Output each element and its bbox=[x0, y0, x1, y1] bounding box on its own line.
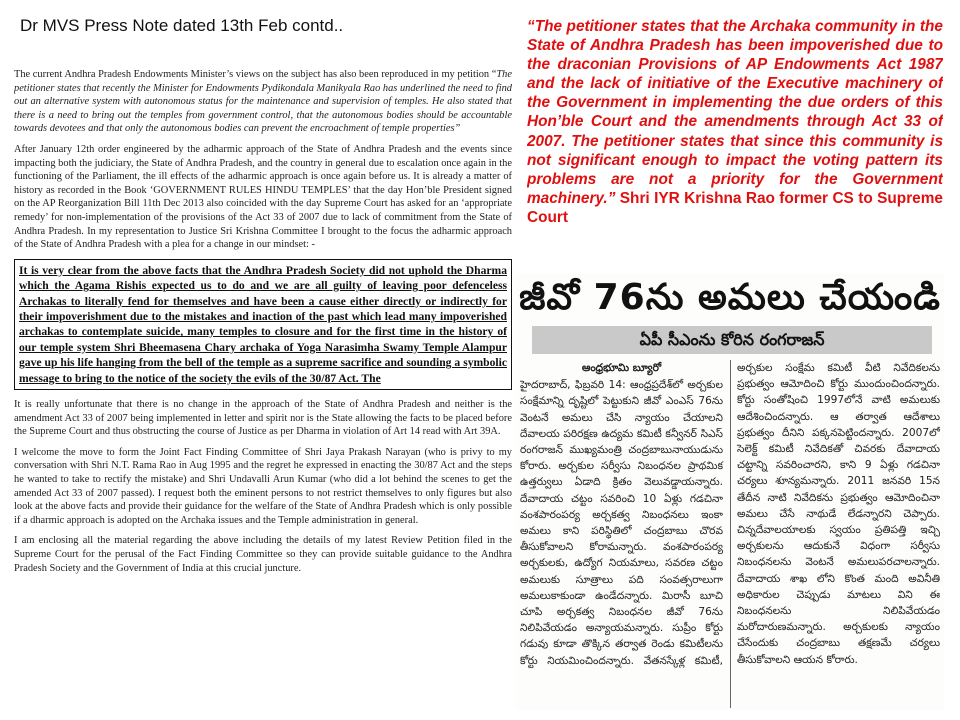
paragraph-unfortunate: It is really unfortunate that there is no change in the approach of the State of Andhra Pradesh and neither is the amendment Act 33 of 2007 being implemented in letter and spirit nor is the State allowing the facts to be placed before the Supreme Court and thus obstructing the course of Justice as per Dharma in violation of Art 14 read with Art 39A. bbox=[14, 398, 512, 438]
newspaper-clipping bbox=[516, 274, 944, 710]
clipping-byline: ఆంధ్రభూమి బ్యూరో bbox=[581, 362, 662, 374]
paragraph-january-order: After January 12th order engineered by the adharmic approach of the State of Andhra Pradesh and the events since impacting both the judiciary, the State of Andhra Pradesh, and the country in general due to escalation once again in the functioning of the Parliament, the ill effects of the adharmic approach is once again before us. It is already a matter of history as recorded in the Book ‘GOVERNMENT RULES HINDU TEMPLES’ that the day Hon’ble President signed on the AP Reorganization Bill 11th Dec 2013 also coincided with the day Supreme Court has asked for an ‘appropriate remedy’ for non-implementation of the provisions of the Act 33 of 2007 due to lack of commitment from the State of Andhra Pradesh. In my representation to Justice Sri Krishna Committee I brought to the focus the adharmic approach of the State of Andhra Pradesh with a plea for a change in our mindset: - bbox=[14, 143, 512, 251]
clipping-body-text: హైదరాబాద్, ఫిబ్రవరి 14: ఆంధ్రప్రదేశ్‌లో అర్చకుల సంక్షేమాన్ని దృష్టిలో పెట్టుకుని జీవో ఎంఎస్ 76ను వెంటనే అమలు చేసి న్యాయం చేయాలని దేవాలయ పరిరక్షణ ఉద్యమ కమిటీ కన్వీనర్ సిఎస్ రంగరాజన్ ముఖ్యమంత్రి చంద్రబాబునాయుడును కోరారు. అర్చకుల సర్వీసు నిబంధనల ప్రాథమిక ఉత్తర్వులు ఏడాది క్రితం వెలువడ్డాయన్నారు. దేవాదాయ చట్టం సవరించి 10 ఏళ్లు గడచినా వంశపారంపర్య అర్చకత్వ నిబంధనలు ఇంకా అమలు కాని పరిస్థితిలో చంద్రబాబు చొరవ తీసుకోవాలని కోరామన్నారు. వంశపారంపర్య అర్చకులకు, ఉద్యోగ నియమాలు, సవరణ చట్టం అమలుకు సూత్రాలు పది సంవత్సరాలుగా అమలుకాకుండా ఉండేదన్నారు. మిరాసీ బూచి చూపి అర్చకత్వ నిబంధనల జీవో 76ను నిలిపివేయడం అన్యాయమన్నారు. సుప్రీం కోర్టు గడువు కూడా తొక్కిన తర్వాత రెండు కమిటీలను కోర్టు నియమించిందన్నారు. వేతనస్కేళ్ల కమిటీ, అర్చకుల సంక్షేమ కమిటీ వీటి నివేదికలను ప్రభుత్వం ఆమోదించి కోర్టు ముందుంచిందన్నారు. కోర్టు సంతోషించి 1997లోనే వాటి అమలుకు ఆదేశించిందన్నారు. ఆ తర్వాత ఆదేశాలు ప్రభుత్వం దీనిని పక్కనపెట్టిందన్నారు. 2007లో సెలెక్ట్ కమిటీ నివేదికతో చివరకు దేవాదాయ చట్టాన్ని సవరించారని, కాని 9 ఏళ్లు గడచినా చర్యలు శూన్యమన్నారు. 2011 జనవరి 15న తేదీన నాటి నివేదికను ప్రభుత్వం ఆమోదించినా అమలు చేసే నాథుడే లేడన్నారని చెప్పారు. చిన్నదేవాలయాలకు స్వయం ప్రతిపత్తి ఇచ్చి అర్చకులను ఆదుకునే విధంగా సర్వీసు నిబంధనలను వెంటనే అమలుపరచాలన్నారు. దేవాదాయ శాఖ లోని కొంత మంది అవినీతి అధికారుల చెప్పుడు మాటలు విని ఈ నిబంధనలను నిలిపివేయడం మరోదారుణమన్నారు. అర్చకులకు న్యాయం చేసేందుకు చంద్రబాబు తక్షణమే చర్యలు తీసుకోవాలని ఆయన కోరారు. bbox=[520, 362, 940, 667]
paragraph-minister-intro: The current Andhra Pradesh Endowments Minister’s views on the subject has also been reproduced in my petition “ bbox=[14, 69, 497, 80]
highlighted-quote-box: It is very clear from the above facts that the Andhra Pradesh Society did not uphold the Dharma which the Agama Rishis expected us to do and we are all guilty of leaving poor defenceless Archakas to literally fend for themselves and have been a cause either directly or indirectly for their impoverishment due to the mistakes and inaction of the past which lead many impoverished archakas to contemplate suicide, many temples to closure and for the first time in the history of our temple system Shri Bheemasena Chary archaka of Yoga Narasimha Swamy Temple Alampur gave up his life hanging from the bell of the temple as a supreme sacrifice and sounding a symbolic message to bring to the notice of the society the evils of the 30/87 Act. The bbox=[14, 259, 512, 390]
paragraph-minister-views bbox=[14, 68, 512, 136]
clipping-headline: జీవో 76ను అమలు చేయండి bbox=[519, 277, 941, 318]
quote-attribution: Shri IYR Krishna Rao former CS to Supreme Court bbox=[527, 189, 943, 226]
press-note-text bbox=[14, 68, 512, 710]
paragraph-fact-finding: I welcome the move to form the Joint Fact Finding Committee of Shri Jaya Prakash Narayan (who is privy to my conversation with Shri N.T. Rama Rao in Aug 1995 and the regret he expressed in enacting the 30/87 Act and the steps he wanted to take to rectify the mistake) and Shri Undavalli Arun Kumar (who did a lot behind the scenes to get the amended Act 33 of 2007 passed). I request both the eminent persons to not restrict themselves to only figures but also look at the above facts and provide their guidance for the welfare of the State of Andhra Pradesh which is only possible if a dharmic approach is adopted on the Archaka issues and the Temple administration in general. bbox=[14, 446, 512, 526]
slide-title: Dr MVS Press Note dated 13th Feb contd.. bbox=[20, 16, 344, 35]
clipping-subheadline: ఏపీ సీఎంను కోరిన రంగరాజన్ bbox=[532, 326, 932, 354]
petitioner-quote-text: “The petitioner states that the Archaka community in the State of Andhra Pradesh has been impoverished due to the draconian Provisions of AP Endowments Act 1987 and the lack of initiative of the Executive machinery of the Government in implementing the due orders of this Hon’ble Court and the amendments through Act 33 of 2007. The petitioner states that since this community is not significant enough to impact the voting pattern its problems are not a priority for the Government machinery.” bbox=[527, 18, 943, 207]
clipping-body bbox=[520, 360, 940, 708]
paragraph-minister-quote: The petitioner states that recently the Minister for Endowments Pydikondala Manikyala Rao has underlined the need to find out an alternative system with autonomous status for the maintenance and supervision of temples. He also stated that there is a need to bring out the temples from government control, that the autonomous bodies should be accountable towards devotees and that only the autonomous bodies can prevent the encroachment of temple properties” bbox=[14, 69, 512, 135]
paragraph-enclosing: I am enclosing all the material regarding the above including the details of my latest Review Petition filed in the Supreme Court for the perusal of the Fact Finding Committee so they can provide suitable guidance to the Andhra Pradesh Society and the Government of India at this crucial juncture. bbox=[14, 535, 512, 574]
petitioner-quote bbox=[527, 17, 943, 269]
